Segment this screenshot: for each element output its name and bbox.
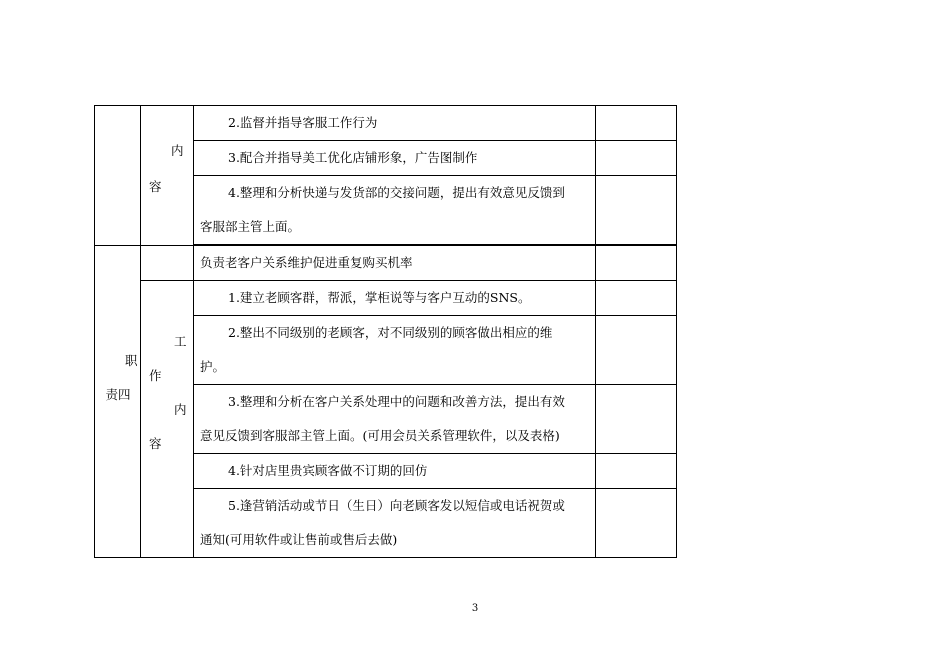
- table-cell: [194, 454, 596, 489]
- duty-summary-text: 负责老客户关系维护促进重复购买机率: [200, 255, 413, 270]
- remarks-cell: [596, 489, 677, 558]
- content-label-char: 内: [171, 143, 184, 158]
- duty-item-text: 3.配合并指导美工优化店铺形象，广告图制作: [228, 150, 478, 165]
- content-label-char: 容: [149, 179, 162, 194]
- table-cell: [194, 385, 596, 454]
- table-cell: [194, 141, 596, 176]
- table-row: [95, 106, 677, 141]
- duty-item-text: 1.建立老顾客群，帮派，掌柜说等与客户互动的SNS。: [228, 290, 531, 305]
- duty-label-cell-empty: [95, 106, 141, 246]
- remarks-cell: [596, 454, 677, 489]
- table-cell: [194, 316, 596, 385]
- duty-item-text: 4.整理和分析快递与发货部的交接问题，提出有效意见反馈到: [228, 185, 565, 200]
- duty-item-text: 2.整出不同级别的老顾客，对不同级别的顾客做出相应的维: [228, 325, 553, 340]
- table-cell: [194, 106, 596, 141]
- content-label-cell: [141, 106, 194, 246]
- duty-item-text: 2.监督并指导客服工作行为: [228, 115, 378, 130]
- table-row: [95, 281, 677, 316]
- summary-side-cell: [141, 246, 194, 281]
- table-row: [95, 246, 677, 281]
- page-number: 3: [471, 603, 479, 614]
- duty-item-text: 5.逢营销活动或节日（生日）向老顾客发以短信或电话祝贺或: [228, 498, 565, 513]
- table-cell: [194, 176, 596, 245]
- remarks-cell: [596, 106, 677, 141]
- duty-label-char: 职: [125, 353, 138, 368]
- remarks-cell: [596, 141, 677, 176]
- remarks-cell: [596, 385, 677, 454]
- duty-label-cell: [95, 246, 141, 558]
- duty-item-text: 意见反馈到客服部主管上面。(可用会员关系管理软件，以及表格): [200, 428, 560, 443]
- remarks-cell: [596, 281, 677, 316]
- duty-item-text: 3.整理和分析在客户关系处理中的问题和改善方法，提出有效: [228, 394, 565, 409]
- duty-item-text: 客服部主管上面。: [200, 219, 301, 234]
- work-label-char: 容: [149, 436, 162, 451]
- work-label-cell: [141, 281, 194, 558]
- work-label-char: 工: [174, 334, 187, 349]
- table-cell: [194, 281, 596, 316]
- duty-item-text: 4.针对店里贵宾顾客做不订期的回仿: [228, 463, 428, 478]
- duty-table: [94, 105, 677, 558]
- duty-item-text: 通知(可用软件或让售前或售后去做): [200, 532, 398, 547]
- work-label-char: 作: [149, 368, 162, 383]
- work-label-char: 内: [174, 402, 187, 417]
- table-cell: [194, 246, 596, 281]
- remarks-cell: [596, 176, 677, 245]
- remarks-cell: [596, 316, 677, 385]
- table-cell: [194, 489, 596, 558]
- duty-label-text: 责四: [105, 387, 131, 402]
- remarks-cell: [596, 246, 677, 281]
- duty-item-text: 护。: [200, 359, 226, 374]
